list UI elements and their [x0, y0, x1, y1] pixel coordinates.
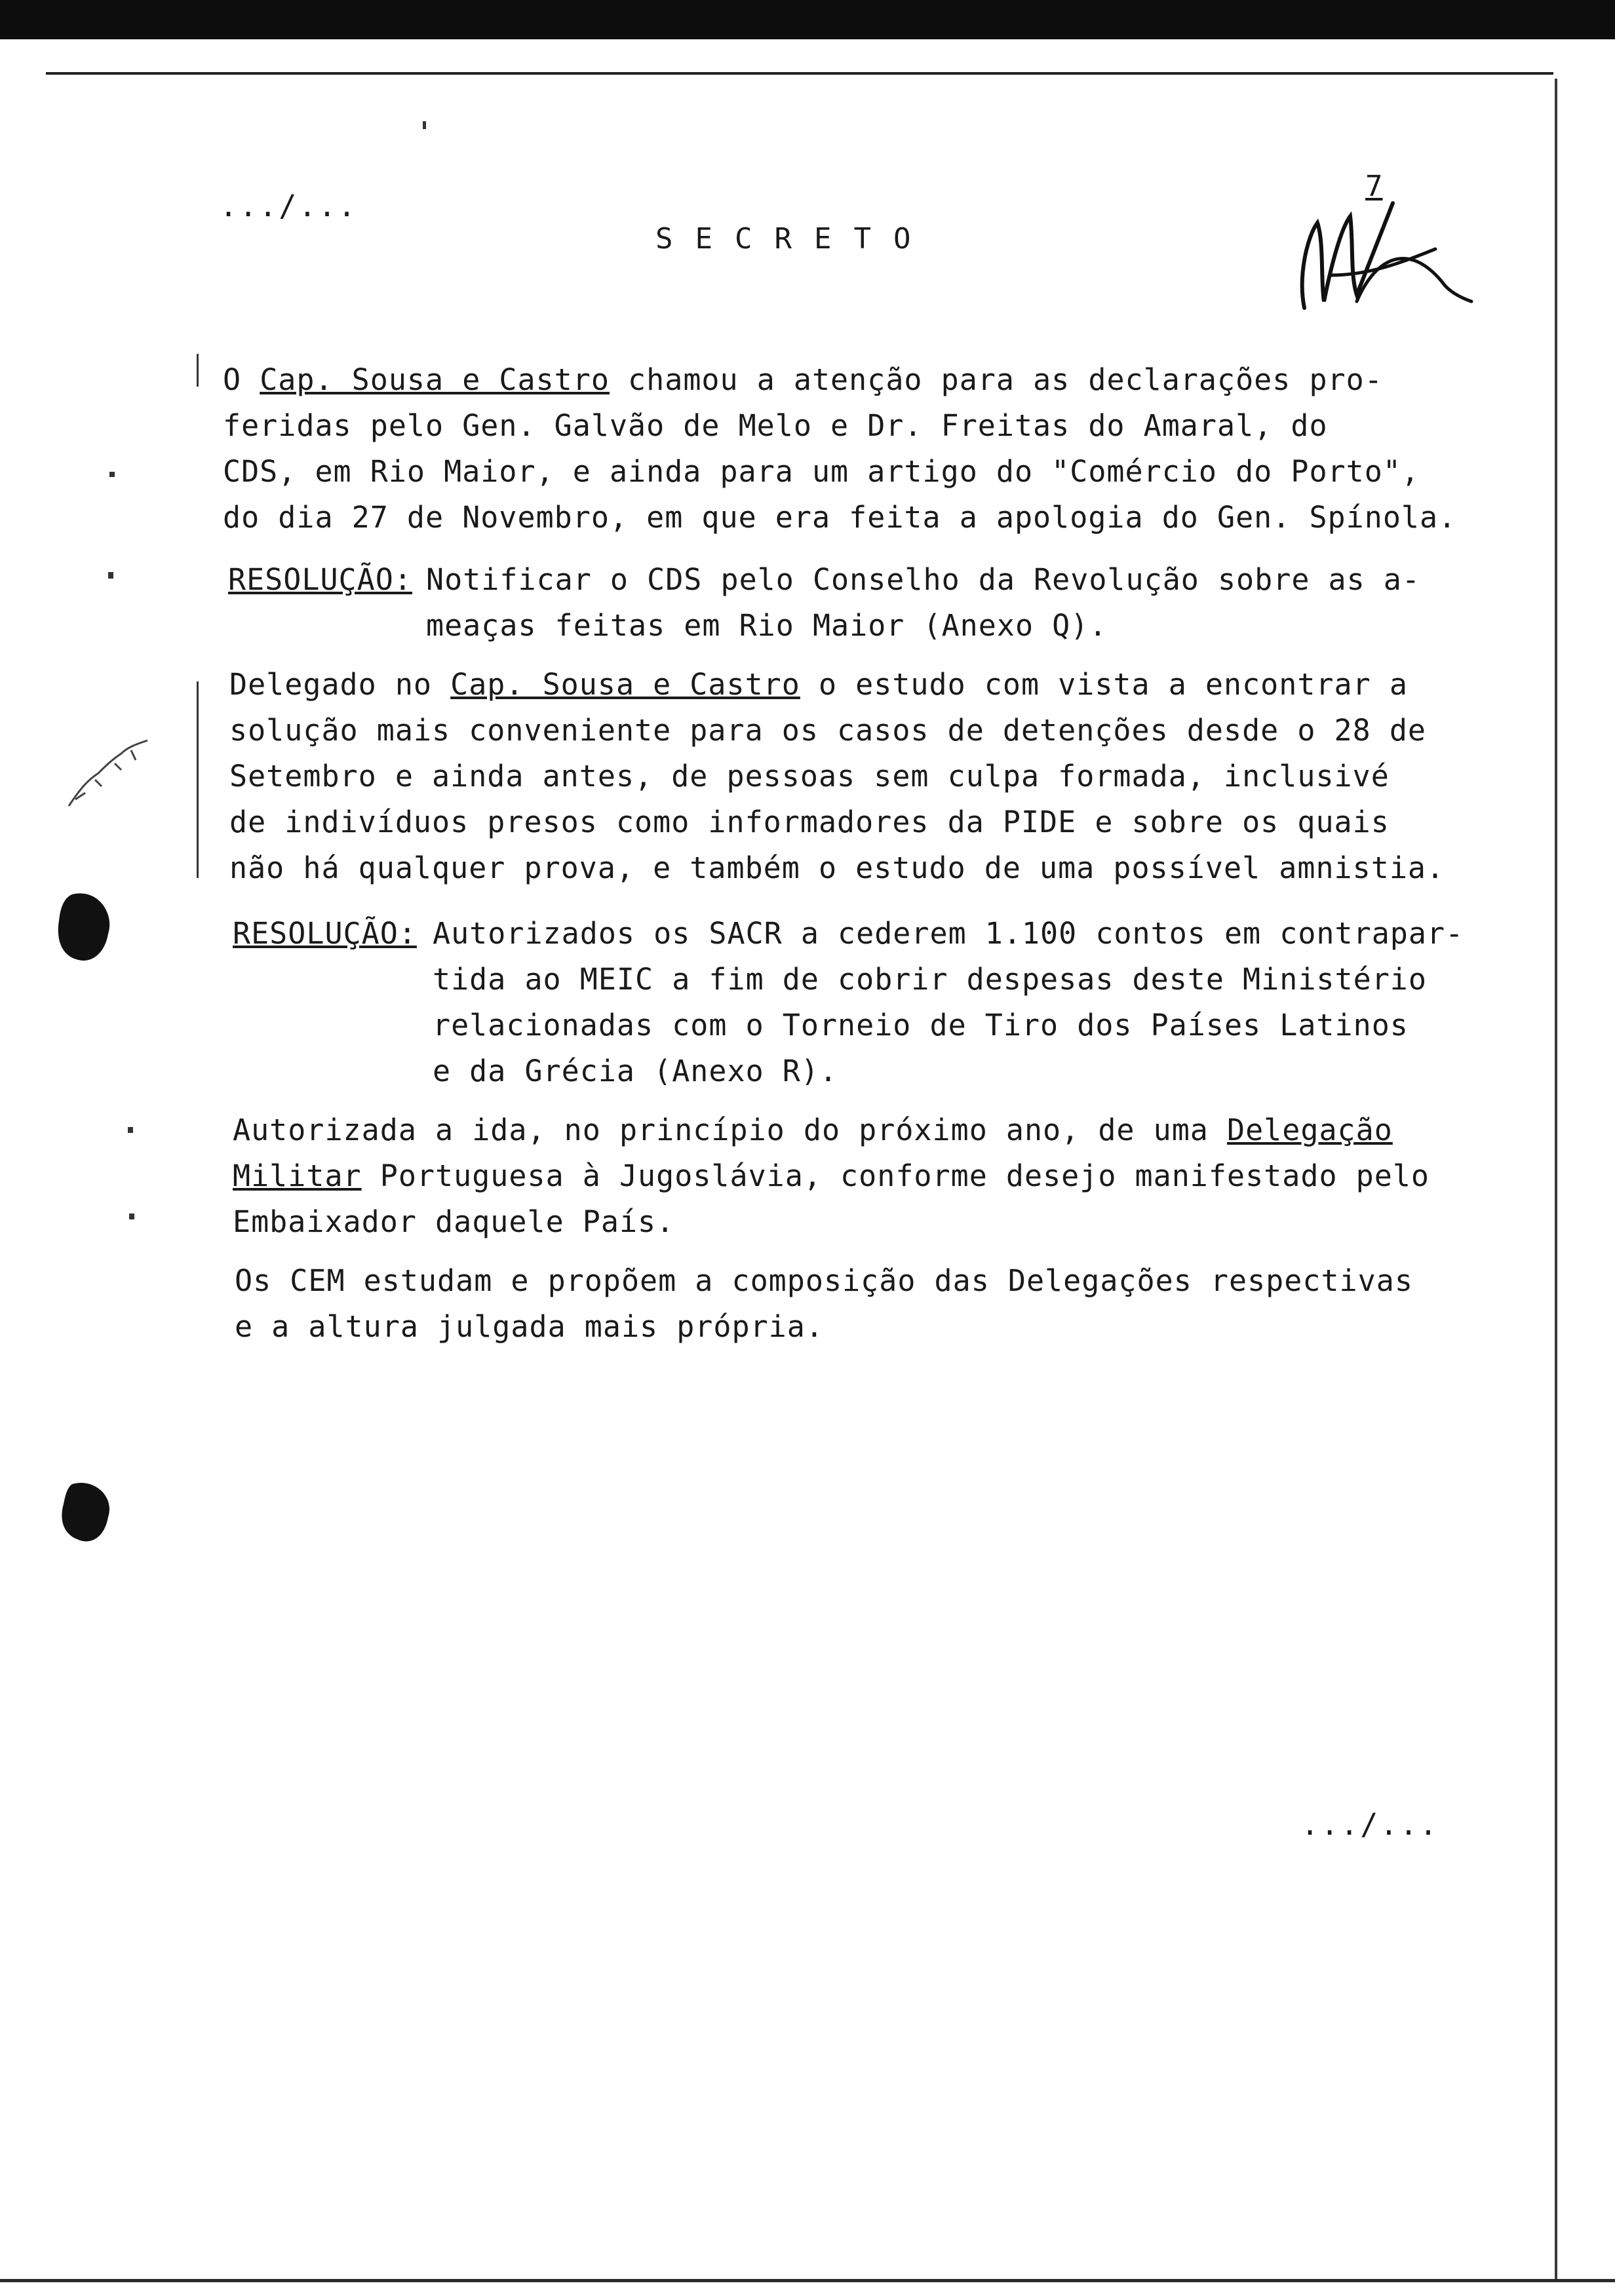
text-line: não há qualquer prova, e também o estudo de uma possível amnistia. — [229, 851, 1445, 885]
margin-tick — [197, 681, 199, 878]
resolution-2-label-block — [233, 911, 417, 957]
text-line: Autorizados os SACR a cederem 1.100 contos em contrapar- — [433, 916, 1464, 951]
scan-dot — [109, 472, 115, 477]
classification-heading: SECRETO — [655, 222, 933, 256]
text-line: Os CEM estudam e propõem a composição das Delegações respectivas — [235, 1263, 1413, 1298]
paragraph-2 — [229, 662, 1445, 891]
punch-hole-blot — [56, 1474, 118, 1546]
scan-dot — [129, 1214, 134, 1219]
paragraph-4 — [235, 1258, 1413, 1350]
text-line: e da Grécia (Anexo R). — [433, 1054, 838, 1088]
continuation-bottom: .../... — [1301, 1807, 1439, 1842]
text-line: feridas pelo Gen. Galvão de Melo e Dr. Freitas do Amaral, do — [223, 408, 1328, 443]
resolution-1-label-block — [228, 557, 412, 603]
punch-hole-blot — [52, 888, 118, 966]
resolution-2-text — [433, 911, 1464, 1094]
scan-dot — [108, 572, 113, 579]
page-number: 7 — [1365, 170, 1383, 203]
right-edge-line — [1555, 79, 1557, 2280]
underlined-name: Cap. Sousa e Castro — [260, 362, 610, 397]
resolution-label: RESOLUÇÃO: — [228, 562, 412, 597]
text-line: CDS, em Rio Maior, e ainda para um artigo do "Comércio do Porto", — [223, 454, 1420, 489]
text-line: relacionadas com o Torneio de Tiro dos Países Latinos — [433, 1008, 1409, 1043]
text-line: e a altura julgada mais própria. — [235, 1309, 824, 1344]
text-line: Embaixador daquele País. — [233, 1204, 675, 1239]
text-line: Notificar o CDS pelo Conselho da Revolução sobre as a- — [426, 562, 1420, 597]
underlined-term: Delegação — [1226, 1113, 1393, 1147]
scan-dot — [423, 121, 426, 129]
margin-scribble — [62, 734, 154, 813]
resolution-1-text — [426, 557, 1420, 649]
bottom-rule — [0, 2279, 1615, 2282]
underlined-term: Militar — [233, 1158, 362, 1193]
text-run: Portuguesa à Jugoslávia, conforme desejo manifestado pelo — [361, 1158, 1430, 1193]
margin-tick — [197, 354, 199, 387]
paragraph-3 — [233, 1107, 1430, 1245]
underlined-name: Cap. Sousa e Castro — [450, 667, 800, 702]
text-line: Setembro e ainda antes, de pessoas sem culpa formada, inclusivé — [229, 759, 1390, 794]
text-run: Autorizada a ida, no princípio do próximo ano, de uma — [233, 1113, 1227, 1147]
text-run: o estudo com vista a encontrar a — [800, 667, 1408, 702]
continuation-top: .../... — [220, 189, 358, 223]
resolution-label: RESOLUÇÃO: — [233, 916, 417, 951]
signature-mark — [1278, 177, 1475, 328]
text-run: Delegado no — [229, 667, 451, 702]
text-line: solução mais conveniente para os casos de detenções desde o 28 de — [229, 713, 1426, 748]
text-line: do dia 27 de Novembro, em que era feita a apologia do Gen. Spínola. — [223, 500, 1457, 535]
text-run: chamou a atenção para as declarações pro- — [609, 362, 1383, 397]
text-run: O — [223, 362, 260, 397]
paragraph-1 — [223, 357, 1456, 541]
text-line: meaças feitas em Rio Maior (Anexo Q). — [426, 608, 1108, 643]
text-line: tida ao MEIC a fim de cobrir despesas deste Ministério — [433, 962, 1427, 997]
scan-dot — [128, 1127, 133, 1133]
text-line: de indivíduos presos como informadores da PIDE e sobre os quais — [229, 805, 1390, 839]
top-rule — [46, 72, 1553, 75]
scan-top-bar — [0, 0, 1615, 39]
